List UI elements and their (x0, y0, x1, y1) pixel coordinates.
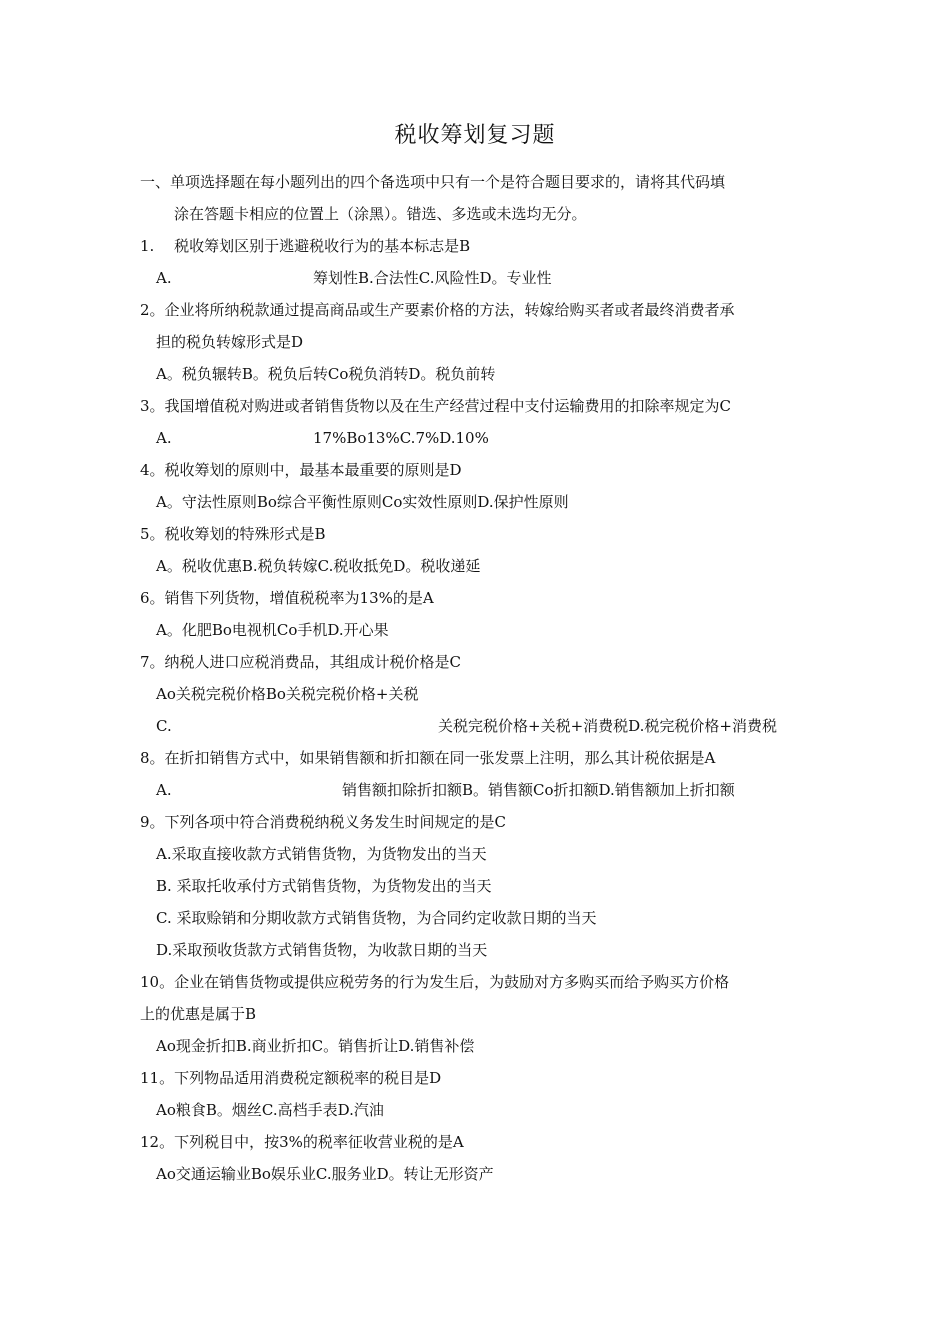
section-heading-cont: 涂在答题卡相应的位置上（涂黑）。错选、多选或未选均无分。 (174, 205, 587, 223)
question-12-stem: 12。下列税目中，按3%的税率征收营业税的是A (140, 1133, 464, 1151)
question-6-stem: 6。销售下列货物，增值税税率为13%的是A (140, 589, 434, 607)
question-9-option-b: B. 采取托收承付方式销售货物，为货物发出的当天 (156, 877, 492, 895)
question-5-options: A。税收优惠B.税负转嫁C.税收抵免D。税收递延 (156, 557, 481, 575)
question-8-options: 销售额扣除折扣额B。销售额Co折扣额D.销售额加上折扣额 (342, 781, 735, 799)
question-10-options: Ao现金折扣B.商业折扣C。销售折让D.销售补偿 (156, 1037, 475, 1055)
question-6-options: A。化肥Bo电视机Co手机D.开心果 (156, 621, 389, 639)
question-1-options: 筹划性B.合法性C.风险性D。专业性 (313, 269, 552, 287)
question-3-stem: 3。我国增值税对购进或者销售货物以及在生产经营过程中支付运输费用的扣除率规定为C (140, 397, 732, 415)
question-12-options: Ao交通运输业Bo娱乐业C.服务业D。转让无形资产 (156, 1165, 494, 1183)
question-7-stem: 7。纳税人进口应税消费品，其组成计税价格是C (140, 653, 462, 671)
question-2-stem-cont: 担的税负转嫁形式是D (156, 333, 304, 351)
question-4-stem: 4。税收筹划的原则中，最基本最重要的原则是D (140, 461, 462, 479)
question-3-options: 17%Bo13%C.7%D.10% (313, 429, 489, 447)
question-10-stem-cont: 上的优惠是属于B (140, 1005, 257, 1023)
question-2-stem: 2。企业将所纳税款通过提高商品或生产要素价格的方法，转嫁给购买者或者最终消费者承 (140, 301, 735, 319)
section-heading: 一、单项选择题在每小题列出的四个备选项中只有一个是符合题目要求的，请将其代码填 (140, 173, 726, 191)
question-3-option-prefix: A. (156, 429, 172, 447)
question-9-option-a: A.采取直接收款方式销售货物，为货物发出的当天 (156, 845, 487, 863)
question-7-options-line-2: 关税完税价格+关税+消费税D.税完税价格+消费税 (438, 717, 777, 735)
question-7-option-prefix: C. (156, 717, 172, 735)
question-4-options: A。守法性原则Bo综合平衡性原则Co实效性原则D.保护性原则 (156, 493, 569, 511)
question-1-option-prefix: A. (156, 269, 172, 287)
question-5-stem: 5。税收筹划的特殊形式是B (140, 525, 326, 543)
question-7-options-line-1: Ao关税完税价格Bo关税完税价格+关税 (156, 685, 419, 703)
question-11-stem: 11。下列物品适用消费税定额税率的税目是D (140, 1069, 442, 1087)
question-8-option-prefix: A. (156, 781, 172, 799)
question-2-options: A。税负辗转B。税负后转Co税负消转D。税负前转 (156, 365, 496, 383)
page-title: 税收筹划复习题 (394, 123, 556, 148)
question-8-stem: 8。在折扣销售方式中，如果销售额和折扣额在同一张发票上注明，那么其计税依据是A (140, 749, 716, 767)
question-9-option-c: C. 采取赊销和分期收款方式销售货物，为合同约定收款日期的当天 (156, 909, 597, 927)
question-9-option-d: D.采取预收货款方式销售货物，为收款日期的当天 (156, 941, 488, 959)
question-11-options: Ao粮食B。烟丝C.高档手表D.汽油 (156, 1101, 384, 1119)
question-10-stem: 10。企业在销售货物或提供应税劳务的行为发生后，为鼓励对方多购买而给予购买方价格 (140, 973, 730, 991)
question-9-stem: 9。下列各项中符合消费税纳税义务发生时间规定的是C (140, 813, 507, 831)
question-1-stem: 1. 税收筹划区别于逃避税收行为的基本标志是B (140, 237, 471, 255)
